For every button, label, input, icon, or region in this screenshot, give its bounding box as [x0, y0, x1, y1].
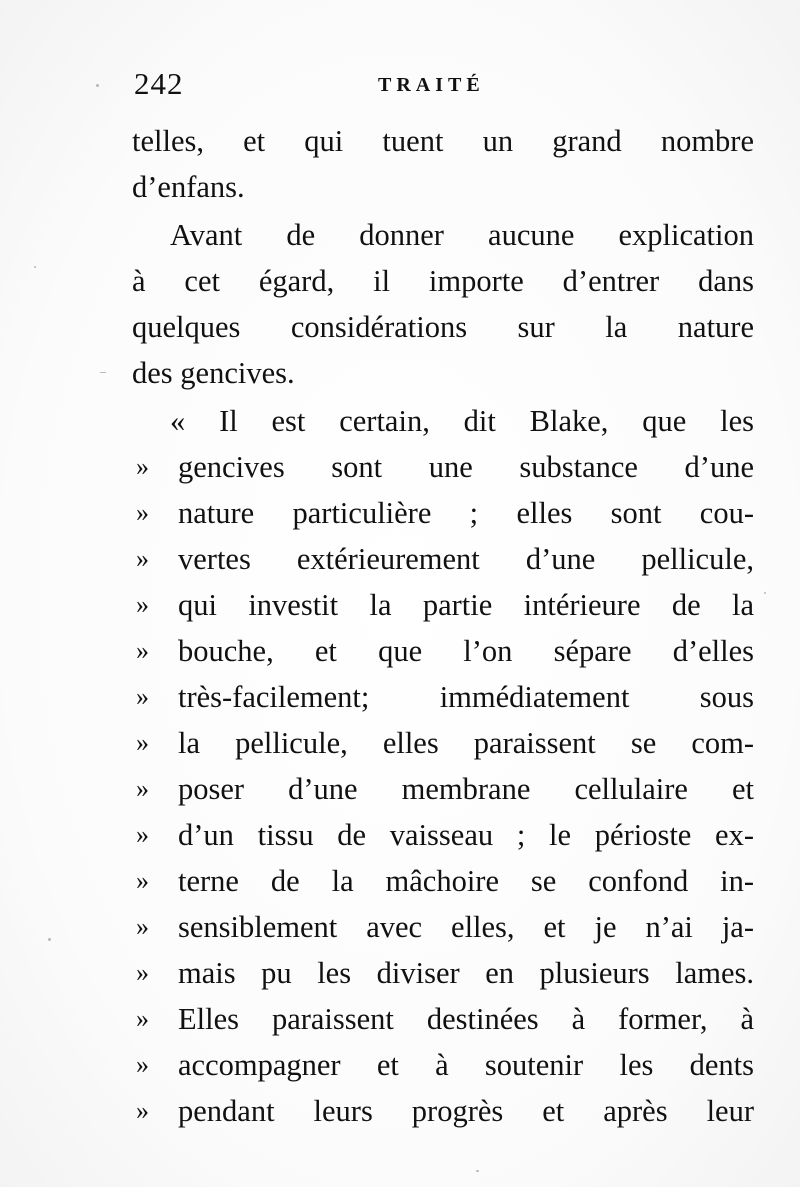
guillemet-mark: » — [136, 866, 149, 895]
quote-text: très-facilement; immédiatement sous — [178, 680, 754, 714]
quote-text: qui investit la partie intérieure de la — [178, 588, 754, 622]
running-head: TRAITÉ — [378, 74, 485, 96]
guillemet-mark: » — [136, 728, 149, 757]
quote-line — [0, 674, 800, 720]
quote-line — [0, 628, 800, 674]
guillemet-mark: » — [136, 1004, 149, 1033]
quote-line — [0, 812, 800, 858]
quote-line — [0, 1088, 800, 1134]
quote-text: sensiblement avec elles, et je n’ai ja- — [178, 910, 754, 944]
guillemet-mark: » — [136, 1096, 149, 1125]
quote-text: terne de la mâchoire se confond in- — [178, 864, 754, 898]
quote-text: nature particulière ; elles sont cou- — [178, 496, 754, 530]
quote-text: d’un tissu de vaisseau ; le périoste ex- — [178, 818, 754, 852]
guillemet-mark: » — [136, 544, 149, 573]
scan-speck — [96, 84, 99, 87]
quote-line — [0, 582, 800, 628]
text-line: Avant de donner aucune explication — [170, 218, 754, 252]
guillemet-mark: » — [136, 636, 149, 665]
quote-text: bouche, et que l’on sépare d’elles — [178, 634, 754, 668]
scan-speck — [100, 372, 106, 373]
quote-line — [0, 1042, 800, 1088]
quote-text: vertes extérieurement d’une pellicule, — [178, 542, 754, 576]
text-line: quelques considérations sur la nature — [132, 310, 754, 344]
text-line: telles, et qui tuent un grand nombre — [132, 124, 754, 158]
guillemet-mark: » — [136, 1050, 149, 1079]
guillemet-mark: » — [136, 452, 149, 481]
quote-line — [0, 766, 800, 812]
quote-line — [0, 858, 800, 904]
guillemet-mark: » — [136, 958, 149, 987]
scan-speck — [48, 938, 51, 941]
scan-speck — [34, 266, 36, 268]
quote-text: la pellicule, elles paraissent se com- — [178, 726, 754, 760]
guillemet-mark: » — [136, 590, 149, 619]
page-number: 242 — [134, 66, 184, 101]
quote-text: poser d’une membrane cellulaire et — [178, 772, 754, 806]
text-line: des gencives. — [132, 356, 295, 390]
quote-line — [0, 950, 800, 996]
quote-text: mais pu les diviser en plusieurs lames. — [178, 956, 754, 990]
text-line: à cet égard, il importe d’entrer dans — [132, 264, 754, 298]
quote-text: accompagner et à soutenir les dents — [178, 1048, 754, 1082]
quote-line — [0, 904, 800, 950]
guillemet-mark: » — [136, 774, 149, 803]
page-header — [132, 66, 752, 106]
quote-line — [0, 444, 800, 490]
quote-first-line: « Il est certain, dit Blake, que les — [170, 404, 754, 438]
text-line: d’enfans. — [132, 170, 245, 204]
quote-line — [0, 490, 800, 536]
guillemet-mark: » — [136, 498, 149, 527]
quote-line — [0, 536, 800, 582]
guillemet-mark: » — [136, 820, 149, 849]
quote-line — [0, 996, 800, 1042]
guillemet-mark: » — [136, 912, 149, 941]
scan-speck — [764, 592, 766, 594]
guillemet-mark: » — [136, 682, 149, 711]
quote-text: pendant leurs progrès et après leur — [178, 1094, 754, 1128]
quote-text: Elles paraissent destinées à former, à — [178, 1002, 754, 1036]
quote-text: gencives sont une substance d’une — [178, 450, 754, 484]
scan-speck — [476, 1170, 479, 1172]
quote-line — [0, 720, 800, 766]
